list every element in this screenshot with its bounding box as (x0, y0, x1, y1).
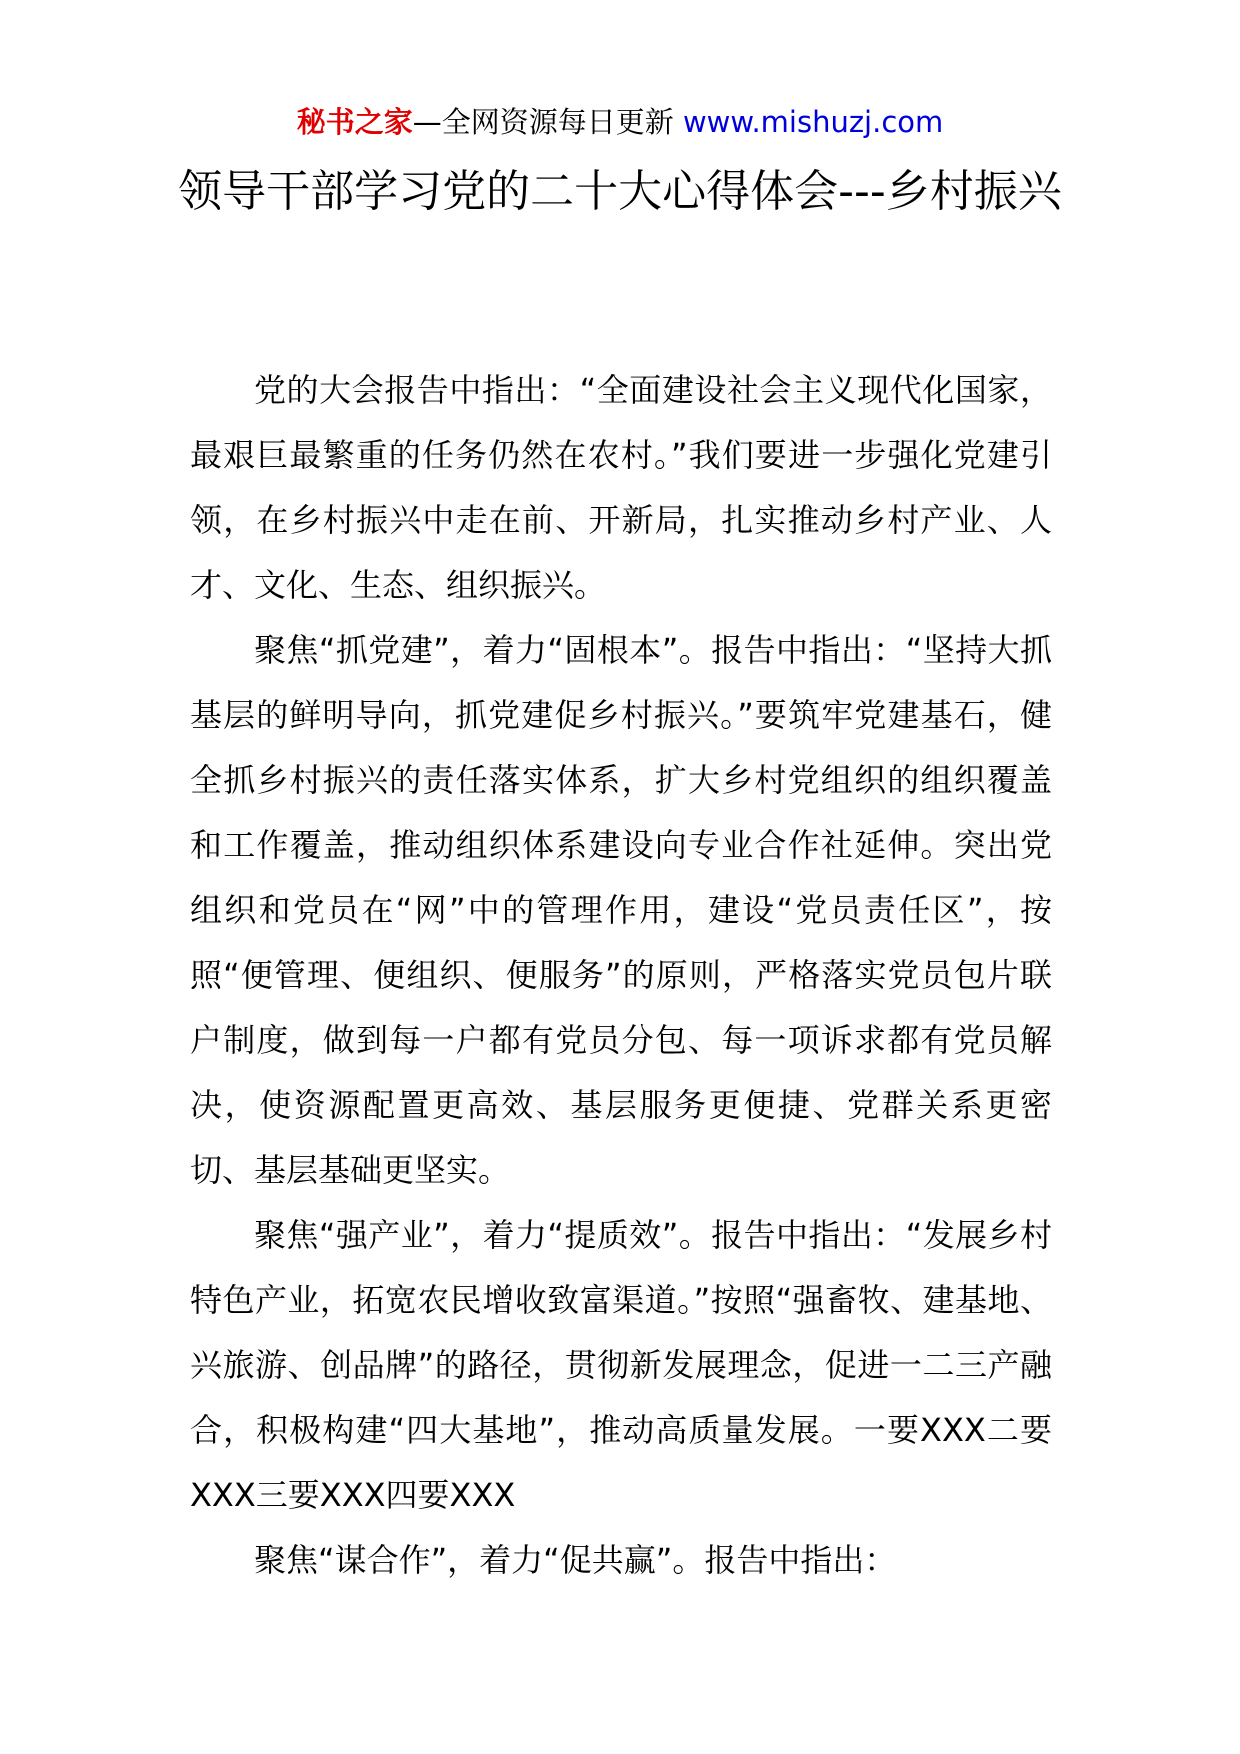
document-title: 领导干部学习党的二十大心得体会---乡村振兴 (178, 166, 1062, 217)
document-body (190, 358, 1052, 1593)
site-brand: 秘书之家 (296, 105, 413, 139)
site-tagline: —全网资源每日更新 (412, 105, 674, 139)
paragraph: 聚焦“谋合作”，着力“促共赢”。报告中指出： (254, 1541, 897, 1579)
site-url-link[interactable]: www.mishuzj.com (682, 105, 944, 139)
paragraph: 聚焦“强产业”，着力“提质效”。报告中指出：“发展乡村特色产业，拓宽农民增收致富渠道。”按照“强畜牧、建基地、兴旅游、创品牌”的路径，贯彻新发展理念，促进一二三产融合，积极构建“四大基地”，推动高质量发展。一要XXX二要XXX三要XXX四要XXX (190, 1216, 1052, 1514)
paragraph: 聚焦“抓党建”，着力“固根本”。报告中指出：“坚持大抓基层的鲜明导向，抓党建促乡村振兴。”要筑牢党建基石，健全抓乡村振兴的责任落实体系，扩大乡村党组织的组织覆盖和工作覆盖，推动组织体系建设向专业合作社延伸。突出党组织和党员在“网”中的管理作用，建设“党员责任区”，按照“便管理、便组织、便服务”的原则，严格落实党员包片联户制度，做到每一户都有党员分包、每一项诉求都有党员解决，使资源配置更高效、基层服务更便捷、党群关系更密切、基层基础更坚实。 (190, 631, 1052, 1189)
paragraph: 党的大会报告中指出：“全面建设社会主义现代化国家，最艰巨最繁重的任务仍然在农村。”我们要进一步强化党建引领，在乡村振兴中走在前、开新局，扎实推动乡村产业、人才、文化、生态、组织振兴。 (190, 371, 1052, 604)
site-header (0, 102, 1240, 142)
